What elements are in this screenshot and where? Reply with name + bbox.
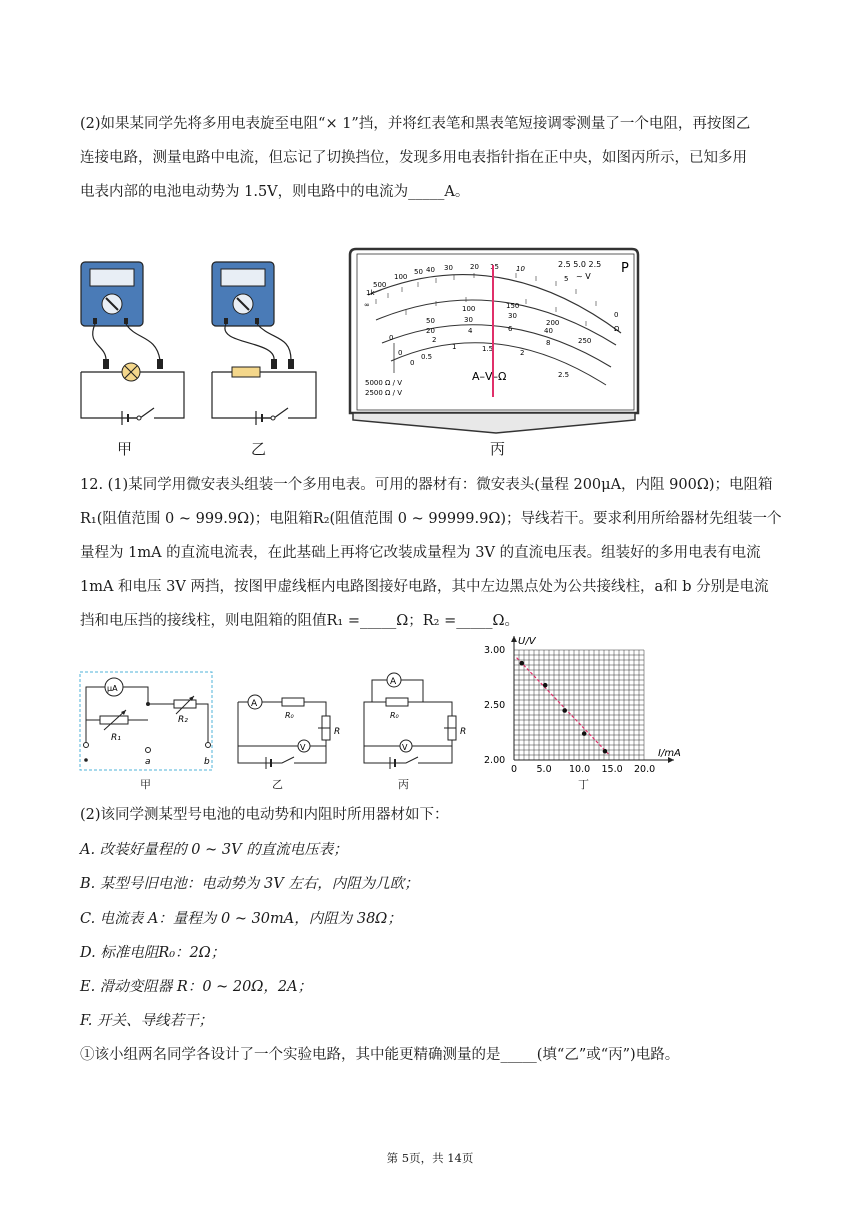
svg-text:Ω: Ω bbox=[614, 325, 620, 333]
svg-text:5: 5 bbox=[564, 275, 569, 283]
caption-mid-bing: 丙 bbox=[398, 778, 409, 791]
svg-text:b: b bbox=[204, 757, 210, 767]
svg-text:100: 100 bbox=[394, 273, 408, 281]
svg-text:2: 2 bbox=[432, 336, 437, 344]
q11-part2-line2: 连接电路，测量电路中电流，但忘记了切换挡位，发现多用电表指针指在正中央，如图丙所示，已知多用 bbox=[80, 150, 747, 166]
svg-text:~ V: ~ V bbox=[576, 272, 591, 281]
q12-line2: R₁(阻值范围 0 ~ 999.9Ω)；电阻箱R₂(阻值范围 0 ~ 99999.9Ω)；导线若干。要求利用所给器材先组装一个 bbox=[80, 511, 782, 527]
svg-text:1k: 1k bbox=[366, 289, 375, 297]
q11-part2-line1: (2)如果某同学先将多用电表旋至电阻“× 1”挡，并将红表笔和黑表笔短接调零测量了一个电阻，再按图乙 bbox=[80, 116, 751, 132]
caption-mid-jia: 甲 bbox=[140, 778, 151, 791]
x-axis-label: I/mA bbox=[658, 748, 681, 759]
svg-text:4: 4 bbox=[468, 327, 473, 335]
svg-text:15: 15 bbox=[490, 263, 499, 271]
q12-line1: 12. (1)某同学用微安表头组装一个多用电表。可用的器材有：微安表头(量程 200μA，内阻 900Ω)；电阻箱 bbox=[80, 477, 773, 493]
x-tick-label: 15.0 bbox=[601, 764, 623, 775]
y-tick-label: 3.00 bbox=[484, 645, 506, 656]
page-footer: 第 5页，共 14页 bbox=[386, 1151, 474, 1165]
svg-text:20: 20 bbox=[470, 263, 479, 271]
q12-line5: 挡和电压挡的接线柱，则电阻箱的阻值R₁ =_____Ω；R₂ =_____Ω。 bbox=[80, 613, 520, 629]
svg-text:10: 10 bbox=[516, 265, 525, 273]
svg-text:40: 40 bbox=[426, 266, 435, 274]
data-point bbox=[603, 749, 608, 754]
svg-text:5000 Ω / V: 5000 Ω / V bbox=[365, 379, 402, 387]
data-point bbox=[582, 731, 587, 736]
svg-text:1: 1 bbox=[452, 343, 457, 351]
x-tick-label: 5.0 bbox=[536, 764, 552, 775]
y-tick-label: 2.50 bbox=[484, 700, 506, 711]
svg-text:a: a bbox=[145, 757, 151, 767]
svg-text:30: 30 bbox=[508, 312, 517, 320]
option-b: B. 某型号旧电池：电动势为 3V 左右，内阻为几欧； bbox=[80, 876, 419, 892]
svg-text:250: 250 bbox=[578, 337, 592, 345]
svg-text:20: 20 bbox=[426, 327, 435, 335]
svg-text:A: A bbox=[390, 677, 397, 687]
chart-ding bbox=[482, 632, 690, 792]
svg-text:0: 0 bbox=[614, 311, 619, 319]
svg-text:0: 0 bbox=[398, 349, 403, 357]
svg-text:2: 2 bbox=[520, 349, 525, 357]
svg-text:6: 6 bbox=[508, 325, 513, 333]
q11-part2-line3: 电表内部的电池电动势为 1.5V，则电路中的电流为_____A。 bbox=[80, 184, 470, 200]
q12-part2-intro: (2)该同学测某型号电池的电动势和内阻时所用器材如下： bbox=[80, 807, 449, 823]
y-tick-label: 2.00 bbox=[484, 755, 506, 766]
x-tick-label: 0 bbox=[511, 764, 518, 775]
option-d: D. 标准电阻R₀：2Ω； bbox=[80, 945, 226, 961]
svg-text:R: R bbox=[460, 727, 467, 737]
x-tick-label: 20.0 bbox=[634, 764, 656, 775]
svg-text:2500 Ω / V: 2500 Ω / V bbox=[365, 389, 402, 397]
svg-text:8: 8 bbox=[546, 339, 551, 347]
svg-text:A: A bbox=[251, 699, 258, 709]
svg-text:V: V bbox=[300, 743, 306, 752]
svg-text:200: 200 bbox=[546, 319, 560, 327]
q12-part2-sub1: ①该小组两名同学各设计了一个实验电路，其中能更精确测量的是_____(填“乙”或“丙”)电路。 bbox=[80, 1047, 680, 1063]
svg-text:R₂: R₂ bbox=[178, 715, 188, 725]
caption-bing: 丙 bbox=[490, 440, 506, 458]
svg-text:0: 0 bbox=[410, 359, 415, 367]
multimeter-jia-icon bbox=[81, 262, 143, 326]
multimeter-yi-icon bbox=[212, 262, 274, 326]
option-c: C. 电流表 A：量程为 0 ~ 30mA，内阻为 38Ω； bbox=[80, 911, 402, 927]
svg-text:R₁: R₁ bbox=[111, 733, 121, 743]
y-axis-label: U/V bbox=[518, 636, 536, 647]
svg-text:0: 0 bbox=[389, 334, 394, 342]
svg-text:50: 50 bbox=[414, 268, 423, 276]
svg-text:R: R bbox=[334, 727, 341, 737]
svg-text:500: 500 bbox=[373, 281, 387, 289]
svg-text:μA: μA bbox=[107, 684, 118, 693]
caption-yi: 乙 bbox=[251, 440, 267, 458]
q12-line4: 1mA 和电压 3V 两挡，按图甲虚线框内电路图接好电路，其中左边黑点处为公共接线柱，a和 b 分别是电流 bbox=[80, 579, 769, 595]
svg-text:V: V bbox=[402, 743, 408, 752]
svg-text:30: 30 bbox=[464, 316, 473, 324]
svg-text:P: P bbox=[621, 261, 629, 276]
svg-text:50: 50 bbox=[426, 317, 435, 325]
x-tick-label: 10.0 bbox=[569, 764, 591, 775]
svg-text:1.5: 1.5 bbox=[482, 345, 494, 353]
data-point bbox=[543, 683, 548, 688]
svg-text:R₀: R₀ bbox=[390, 711, 399, 720]
svg-text:R₀: R₀ bbox=[285, 711, 294, 720]
data-point bbox=[562, 708, 567, 713]
svg-text:2.5 5.0 2.5: 2.5 5.0 2.5 bbox=[558, 260, 602, 269]
caption-jia: 甲 bbox=[117, 440, 133, 458]
q12-line3: 量程为 1mA 的直流电流表，在此基础上再将它改装成量程为 3V 的直流电压表。组装好的多用电表有电流 bbox=[80, 545, 761, 561]
svg-text:150: 150 bbox=[506, 302, 520, 310]
option-a: A. 改装好量程的 0 ~ 3V 的直流电压表； bbox=[80, 842, 348, 858]
chart-grid bbox=[514, 650, 644, 760]
data-point bbox=[520, 661, 525, 666]
svg-text:A–V–Ω: A–V–Ω bbox=[472, 370, 507, 383]
caption-ding: 丁 bbox=[578, 778, 589, 791]
svg-text:100: 100 bbox=[462, 305, 476, 313]
svg-text:30: 30 bbox=[444, 264, 453, 272]
svg-text:0.5: 0.5 bbox=[421, 353, 433, 361]
svg-text:40: 40 bbox=[544, 327, 553, 335]
option-e: E. 滑动变阻器 R：0 ~ 20Ω，2A； bbox=[80, 979, 313, 995]
option-f: F. 开关、导线若干； bbox=[80, 1013, 214, 1029]
caption-mid-yi: 乙 bbox=[272, 778, 283, 791]
figure-multimeter-circuits bbox=[76, 245, 646, 460]
svg-text:∞: ∞ bbox=[364, 301, 370, 309]
svg-text:2.5: 2.5 bbox=[558, 371, 570, 379]
y-axis-arrow bbox=[511, 636, 517, 642]
figure-circuits-jia-yi-bing bbox=[78, 668, 478, 776]
